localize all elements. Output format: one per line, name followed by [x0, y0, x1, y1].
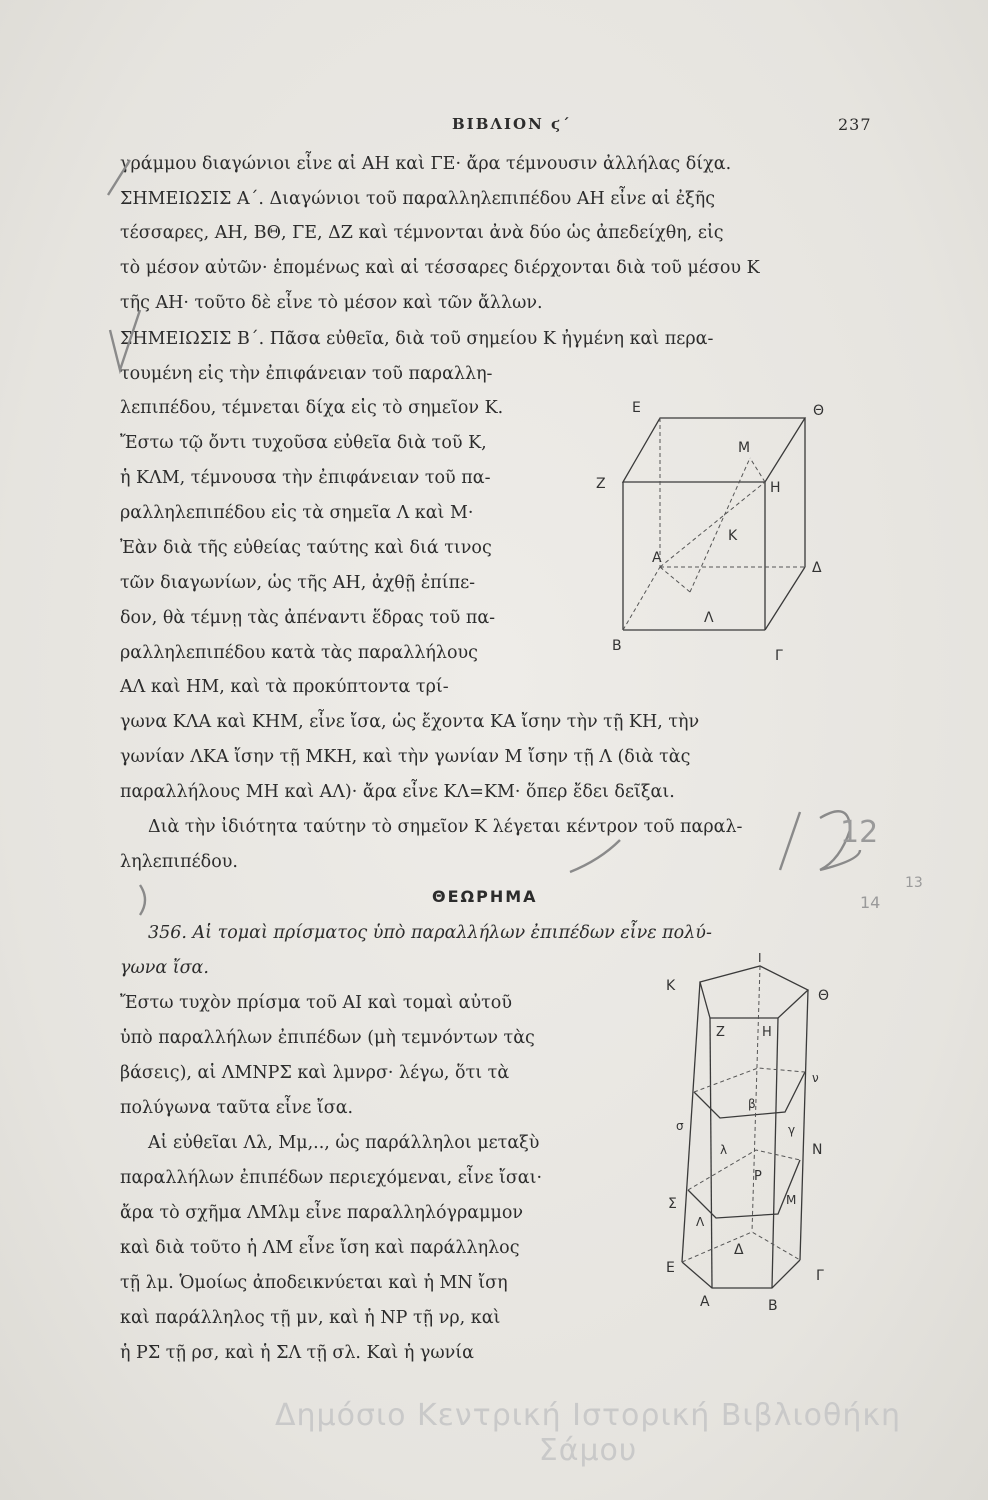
fig1-label-A: Α: [652, 550, 662, 566]
fig1-label-Theta: Θ: [813, 403, 825, 419]
fig1-label-H: Η: [770, 480, 781, 496]
fig1-label-Lambda: Λ: [704, 610, 714, 626]
text-line: βάσεις), αἱ ΛΜΝΡΣ καὶ λμνρσ· λέγω, ὅτι τὰ: [120, 1063, 510, 1083]
text-line: ληλεπιπέδου.: [120, 852, 238, 872]
text-line: Διὰ τὴν ἰδιότητα ταύτην τὸ σημεῖον Κ λέγεται κέντρον τοῦ παραλ-: [148, 817, 743, 837]
fig1-label-Gamma: Γ: [775, 648, 783, 664]
text-line: ἡ ΚΛΜ, τέμνουσα τὴν ἐπιφάνειαν τοῦ πα-: [120, 468, 491, 488]
text-line: Ἐὰν διὰ τῆς εὐθείας ταύτης καὶ διά τινος: [120, 538, 492, 558]
fig2-label-gamma: γ: [788, 1123, 796, 1137]
fig2-label-Sigma: Σ: [668, 1196, 677, 1212]
theorem-heading: ΘΕΩΡΗΜΑ: [432, 887, 538, 906]
fig2-label-Gamma: Γ: [816, 1268, 824, 1284]
page-number: 237: [838, 115, 872, 134]
text-line: τῶν διαγωνίων, ὡς τῆς ΑΗ, ἀχθῇ ἐπίπε-: [120, 573, 476, 593]
fig2-label-K: Κ: [666, 978, 676, 994]
text-line: τὸ μέσον αὐτῶν· ἑπομένως καὶ αἱ τέσσαρες διέρχονται διὰ τοῦ μέσου Κ: [120, 258, 760, 278]
text-line: καὶ διὰ τοῦτο ἡ ΛΜ εἶνε ἴση καὶ παράλληλος: [120, 1238, 520, 1258]
fig2-label-N: Ν: [812, 1142, 823, 1158]
text-line: ΑΛ καὶ ΗΜ, καὶ τὰ προκύπτοντα τρί-: [120, 677, 449, 697]
text-line: ὑπὸ παραλλήλων ἐπιπέδων (μὴ τεμνόντων τὰς: [120, 1028, 535, 1048]
text-line: ραλληλεπιπέδου εἰς τὰ σημεῖα Λ καὶ Μ·: [120, 503, 474, 523]
fig2-label-nu: ν: [812, 1071, 819, 1085]
fig2-label-Z: Ζ: [716, 1025, 725, 1040]
text-line: τέσσαρες, ΑΗ, ΒΘ, ΓΕ, ΔΖ καὶ τέμνονται ἀνὰ δύο ὡς ἀπεδείχθη, εἰς: [120, 223, 724, 243]
fig1-label-M: Μ: [738, 440, 751, 456]
text-line: ΣΗΜΕΙΩΣΙΣ Α΄. Διαγώνιοι τοῦ παραλληλεπιπέδου ΑΗ εἶνε αἱ ἐξῆς: [120, 189, 716, 209]
fig1-label-K: Κ: [728, 528, 738, 544]
text-line: ἄρα τὸ σχῆμα ΛΜλμ εἶνε παραλληλόγραμμον: [120, 1203, 524, 1223]
fig2-label-P: Ρ: [754, 1169, 762, 1184]
text-line: καὶ παράλληλος τῇ μν, καὶ ἡ ΝΡ τῇ νρ, καὶ: [120, 1308, 501, 1328]
text-line: Ἔστω τυχὸν πρίσμα τοῦ ΑΙ καὶ τομαὶ αὐτοῦ: [120, 993, 512, 1013]
text-line: ἡ ΡΣ τῇ ρσ, καὶ ἡ ΣΛ τῇ σλ. Καὶ ἡ γωνία: [120, 1343, 474, 1363]
theorem-statement-cont: γωνα ἴσα.: [120, 958, 209, 978]
library-watermark: Δημόσιο Κεντρική Ιστορική Βιβλιοθήκη Σάμου: [274, 1398, 902, 1468]
fig2-label-Lambda: Λ: [696, 1215, 705, 1229]
text-line: τῆς ΑΗ· τοῦτο δὲ εἶνε τὸ μέσον καὶ τῶν ἄλλων.: [120, 293, 543, 313]
fig2-label-M: Μ: [786, 1193, 797, 1207]
fig2-label-sigma: σ: [676, 1119, 684, 1133]
running-header-title: ΒΙΒΛΙΟΝ ϛ΄: [452, 115, 572, 133]
fig1-label-E: Ε: [632, 400, 641, 416]
text-line: γωνίαν ΛΚΑ ἴσην τῇ ΜΚΗ, καὶ τὴν γωνίαν Μ ἴσην τῇ Λ (διὰ τὰς: [120, 747, 691, 767]
fig2-label-Delta: Δ: [734, 1242, 744, 1258]
text-line: παραλλήλους ΜΗ καὶ ΑΛ)· ἄρα εἶνε ΚΛ=ΚΜ· ὅπερ ἔδει δεῖξαι.: [120, 782, 675, 802]
fig1-label-Delta: Δ: [812, 560, 822, 576]
text-line: λεπιπέδου, τέμνεται δίχα εἰς τὸ σημεῖον Κ.: [120, 398, 504, 418]
text-line: πολύγωνα ταῦτα εἶνε ἴσα.: [120, 1098, 354, 1118]
margin-note-14: 14: [860, 893, 881, 912]
text-line: παραλλήλων ἐπιπέδων περιεχόμεναι, εἶνε ἴσαι·: [120, 1168, 543, 1188]
fig2-label-B: Β: [768, 1298, 778, 1314]
text-line: Αἱ εὐθεῖαι Λλ, Μμ,.., ὡς παράλληλοι μεταξὺ: [148, 1133, 540, 1153]
text-line: δον, θὰ τέμνῃ τὰς ἀπέναντι ἕδρας τοῦ πα-: [120, 608, 496, 628]
text-line: γράμμου διαγώνιοι εἶνε αἱ ΑΗ καὶ ΓΕ· ἄρα τέμνουσιν ἀλλήλας δίχα.: [120, 154, 732, 174]
fig2-label-lambda: λ: [720, 1143, 728, 1157]
fig2-label-H: Η: [762, 1025, 772, 1040]
fig2-label-I: Ι: [758, 951, 762, 965]
fig2-label-A: Α: [700, 1294, 710, 1310]
fig2-label-Theta: Θ: [818, 988, 830, 1004]
margin-note-12: 12: [840, 815, 879, 850]
text-line: τουμένη εἰς τὴν ἐπιφάνειαν τοῦ παραλλη-: [120, 364, 493, 384]
fig2-label-beta: β: [748, 1097, 756, 1111]
text-line: γωνα ΚΛΑ καὶ ΚΗΜ, εἶνε ἴσα, ὡς ἔχοντα ΚΑ ἴσην τὴν τῇ ΚΗ, τὴν: [120, 712, 700, 732]
text-line: τῇ λμ. Ὁμοίως ἀποδεικνύεται καὶ ἡ ΜΝ ἴση: [120, 1273, 508, 1293]
margin-note-13: 13: [905, 875, 923, 891]
text-line: ραλληλεπιπέδου κατὰ τὰς παραλλήλους: [120, 643, 478, 663]
fig2-label-E: Ε: [666, 1260, 675, 1276]
text-line: ΣΗΜΕΙΩΣΙΣ Β΄. Πᾶσα εὐθεῖα, διὰ τοῦ σημείου Κ ἠγμένη καὶ περα-: [120, 329, 714, 349]
theorem-statement: 356. Αἱ τομαὶ πρίσματος ὑπὸ παραλλήλων ἐπιπέδων εἶνε πολύ-: [148, 923, 712, 943]
fig1-label-B: Β: [612, 638, 622, 654]
fig1-label-Z: Ζ: [596, 476, 606, 492]
text-line: Ἔστω τῷ ὄντι τυχοῦσα εὐθεῖα διὰ τοῦ Κ,: [120, 433, 487, 453]
